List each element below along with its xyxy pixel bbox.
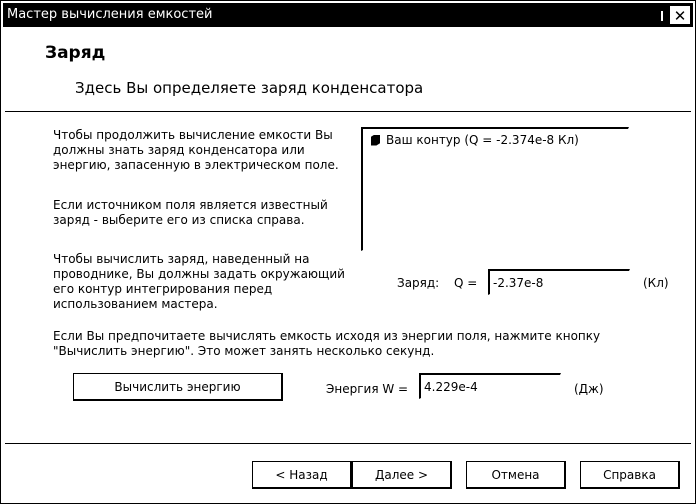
help-button[interactable]: Справка (580, 461, 680, 489)
charge-source-list[interactable] (361, 127, 629, 251)
charge-unit: (Кл) (643, 276, 669, 290)
charge-symbol: Q = (454, 276, 478, 290)
next-button[interactable]: Далее > (352, 461, 452, 489)
back-button[interactable]: < Назад (252, 461, 352, 489)
header-divider (5, 111, 691, 112)
charge-input[interactable] (488, 269, 630, 295)
energy-input[interactable] (419, 373, 561, 399)
charge-label: Заряд: (397, 276, 440, 290)
instruction-text-2: Если источником поля является известный заряд - выберите его из списка справа. (53, 198, 328, 227)
title-separator (661, 11, 663, 21)
cancel-button[interactable]: Отмена (466, 461, 566, 489)
compute-energy-button[interactable]: Вычислить энергию (73, 373, 283, 401)
energy-label: Энергия W = (326, 382, 409, 396)
title-bar[interactable] (3, 3, 693, 27)
contour-icon (371, 135, 380, 146)
page-title: Заряд (45, 43, 106, 63)
page-subtitle: Здесь Вы определяете заряд конденсатора (75, 79, 424, 97)
close-icon[interactable]: ✕ (669, 5, 691, 25)
list-item[interactable] (371, 133, 579, 147)
energy-unit: (Дж) (574, 382, 604, 396)
footer-divider (5, 443, 691, 444)
list-item-label: Ваш контур (Q = -2.374e-8 Кл) (386, 133, 579, 147)
window-title: Мастер вычисления емкостей (7, 7, 213, 22)
instruction-text-4: Если Вы предпочитаете вычислять емкость исходя из энергии поля, нажмите кнопку "Вычислить энергию". Это может занять несколько секунд. (53, 329, 601, 358)
instruction-text-1: Чтобы продолжить вычисление емкости Вы должны знать заряд конденсатора или энергию, запасенную в электрическом поле. (53, 128, 339, 172)
instruction-text-3: Чтобы вычислить заряд, наведенный на проводнике, Вы должны задать окружающий его контур интегрирования перед использованием мастера. (53, 252, 345, 311)
